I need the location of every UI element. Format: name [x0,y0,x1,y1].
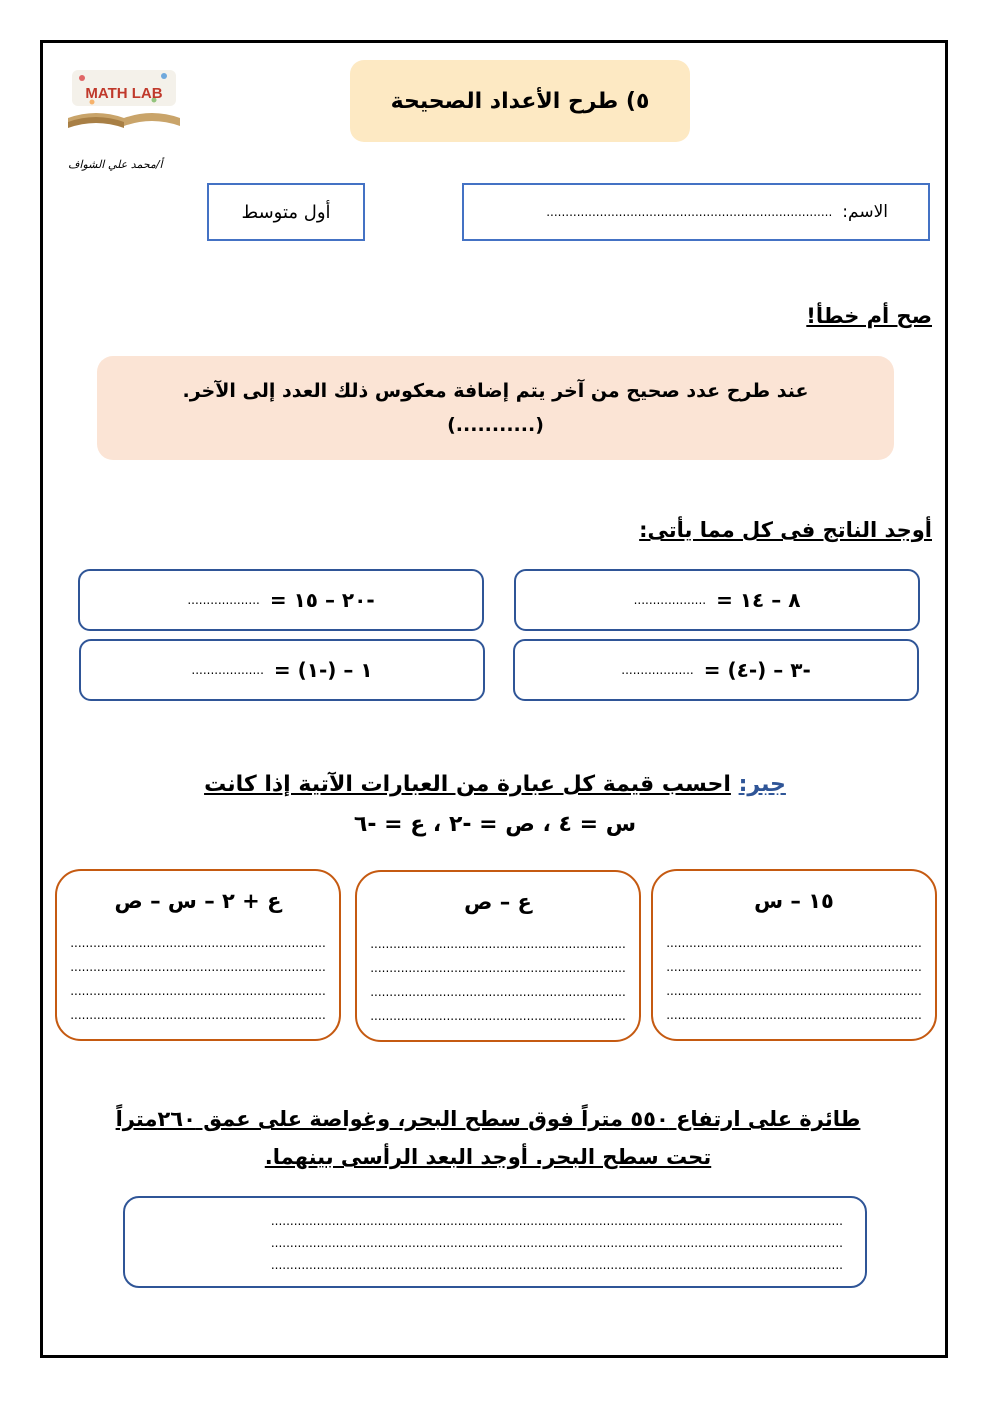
answer-line[interactable]: ................................................................... [70,936,326,950]
answer-line[interactable]: ................................................................... [70,984,326,998]
lesson-title: ٥) طرح الأعداد الصحيحة [390,88,650,114]
name-label: الاسم: [842,202,888,222]
logo-text: MATH LAB [85,85,163,102]
exercise-box-4 [79,639,485,701]
answer-line[interactable]: ................................................................... [70,960,326,974]
exercise-answer-blank[interactable]: ................... [633,593,707,607]
word-problem-line-2: تحت سطح البحر. أوجد البعد الرأسى بينهما. [264,1145,712,1169]
word-problem-answer-box [123,1196,867,1288]
name-blank[interactable]: ........................................................................... [546,205,833,219]
math-lab-logo [62,64,186,136]
answer-line[interactable]: ................................................................... [666,1008,922,1022]
expression-text: ع – ص [464,890,532,914]
grade-label: أول متوسط [241,201,331,223]
exercise-box-2 [78,569,484,631]
answer-line[interactable]: ................................................................... [666,984,922,998]
answer-line[interactable]: ................................................................... [666,936,922,950]
algebra-label: جبر: [738,772,786,797]
student-name-box[interactable] [462,183,930,241]
expression-text: ع + ٢ – س – ص [114,889,282,913]
exercise-box-3 [513,639,919,701]
exercise-answer-blank[interactable]: ................... [191,663,264,677]
lesson-title-box [350,60,690,142]
algebra-instruction [60,772,930,797]
exercise-expression: -٣ – (-٤) = [703,658,811,682]
find-result-heading: أوجد الناتج فى كل مما يأتى: [639,518,932,542]
exercise-answer-blank[interactable]: ................... [187,593,260,607]
answer-line[interactable]: ................................................................... [370,1009,626,1023]
word-problem [60,1100,916,1176]
exercise-expression: ١ – (-١) = [273,658,373,682]
answer-line[interactable]: ................................................................... [370,961,626,975]
answer-line[interactable]: ...................................................................................................................................................... [270,1258,843,1272]
answer-line[interactable]: ................................................................... [370,937,626,951]
true-false-box [97,356,894,460]
true-false-heading: صح أم خطأ! [806,304,932,328]
answer-line[interactable]: ................................................................... [70,1008,326,1022]
expression-box-3 [55,869,341,1041]
answer-line[interactable]: ...................................................................................................................................................... [270,1236,843,1250]
algebra-values: س = ٤ ، ص = -٢ ، ع = -٦ [353,812,637,837]
grade-box [207,183,365,241]
true-false-answer-blank[interactable]: (...........) [447,414,544,436]
teacher-name: أ/محمد علي الشواف [68,158,163,171]
algebra-instruction-text: احسب قيمة كل عبارة من العبارات الآتية إذا كانت [204,772,731,797]
answer-line[interactable]: ...................................................................................................................................................... [270,1214,843,1228]
expression-box-1 [651,869,937,1041]
answer-line[interactable]: ................................................................... [370,985,626,999]
exercise-expression: ٨ – ١٤ = [716,588,801,612]
expression-box-2 [355,870,641,1042]
true-false-statement: عند طرح عدد صحيح من آخر يتم إضافة معكوس ذلك العدد إلى الآخر. [182,380,809,402]
answer-line[interactable]: ................................................................... [666,960,922,974]
word-problem-line-1: طائرة على ارتفاع ٥٥٠ متراً فوق سطح البحر، وغواصة على عمق ٢٦٠متراً [115,1107,861,1131]
exercise-box-1 [514,569,920,631]
expression-text: ١٥ – س [754,889,834,913]
exercise-answer-blank[interactable]: ................... [621,663,694,677]
exercise-expression: -٢٠ – ١٥ = [269,588,375,612]
